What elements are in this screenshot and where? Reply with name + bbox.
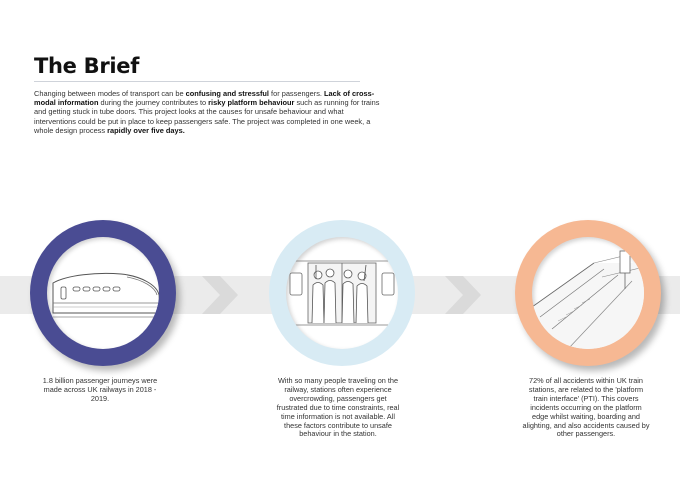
platform-illustration [532,237,644,349]
journeys-caption: 1.8 billion passenger journeys were made across UK railways in 2018 - 2019. [42,376,158,403]
chevron-arrow-icon [200,276,240,314]
intro-paragraph [34,89,384,135]
intro-text: such as running for trains and getting stuck in tube doors. This project looks at the causes for unsafe behaviour and what interventions could be put in place to keep passengers safe. The project was completed in one week, a whole design process [34,98,380,135]
accidents-caption: 72% of all accidents within UK train stations, are related to the 'platform train interface' (PTI). This covers incidents occurring on the platform edge whilst waiting, boarding and alighting, and also accidents caused by other passengers. [522,376,650,439]
overcrowding-caption: With so many people traveling on the railway, stations often experience overcrowding, passengers get frustrated due to time constraints, real time information is not available. All these factors contribute to unsafe behaviour in the station. [276,376,400,439]
high-speed-train-icon [47,237,159,349]
intro-text: during the journey contributes to [98,98,209,108]
title-divider [34,81,360,82]
chevron-arrow-icon [443,276,483,314]
intro-text: Changing between modes of transport can be [34,89,186,98]
intro-text: for passengers. [268,89,325,98]
intro-emphasis: confusing and stressful [185,89,269,98]
accidents-circle [515,220,661,366]
carriage-illustration [286,237,398,349]
intro-emphasis: rapidly over five days. [107,125,185,135]
intro-emphasis: Lack of cross-modal information [34,89,375,108]
overcrowding-circle [269,220,415,366]
intro-emphasis: risky platform behaviour [208,98,295,108]
platform-edge-icon [532,237,644,349]
page-title: The Brief [34,54,140,78]
train-illustration [47,237,159,349]
journeys-circle [30,220,176,366]
crowded-train-carriage-icon [286,237,398,349]
